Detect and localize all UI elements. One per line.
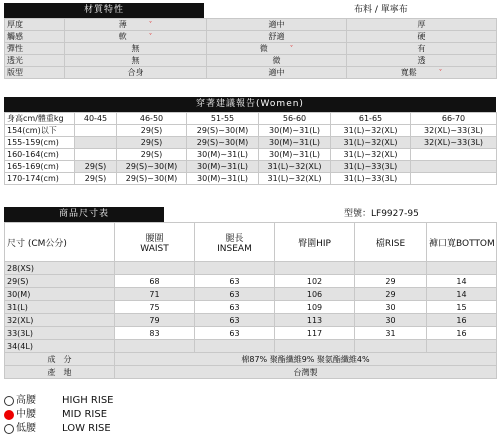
fit-cell: 30(M)~31(L): [259, 149, 331, 161]
fit-cell: 30(M)~31(L): [259, 125, 331, 137]
material-value-text: 透: [417, 56, 426, 65]
size-section: [4, 207, 496, 379]
size-header-text: 臀圍HIP: [298, 238, 331, 249]
radio-icon: [4, 396, 14, 406]
material-value: [347, 31, 497, 43]
size-value: 63: [195, 301, 275, 314]
size-header-cell: [427, 223, 497, 262]
material-label: 透光: [5, 55, 65, 67]
size-label: 33(3L): [5, 327, 115, 340]
material-value-text: 厚: [417, 20, 426, 29]
selected-marker-icon: ˇ: [438, 69, 443, 77]
size-value: 109: [275, 301, 355, 314]
material-label: 厚度: [5, 19, 65, 31]
fit-height: 154(cm)以下: [5, 125, 75, 137]
size-row: [5, 340, 497, 353]
fit-weight-header: 51-55: [187, 113, 259, 125]
material-row: [5, 31, 497, 43]
size-value: 68: [115, 275, 195, 288]
fit-cell: 31(L)~32(XL): [331, 125, 411, 137]
size-label: 31(L): [5, 301, 115, 314]
size-value: 16: [427, 327, 497, 340]
size-header-cell: [275, 223, 355, 262]
selected-marker-icon: ˇ: [148, 33, 153, 41]
fit-cell: 31(L)~33(3L): [331, 173, 411, 185]
fit-cell: 32(XL)~33(3L): [411, 137, 497, 149]
material-value-text: 寬鬆: [400, 68, 417, 77]
size-header: [4, 207, 496, 222]
material-value-text: 微: [272, 56, 281, 65]
model-number: 型號：LF9927-95: [344, 209, 419, 219]
fit-cell: [75, 125, 117, 137]
rise-en: LOW RISE: [62, 423, 111, 434]
size-value: 31: [355, 327, 427, 340]
size-value: 63: [195, 314, 275, 327]
fit-weight-header: 66-70: [411, 113, 497, 125]
fit-cell: 30(M)~31(L): [187, 149, 259, 161]
material-value: [207, 43, 347, 55]
size-header-text: 腰圍: [145, 233, 164, 244]
size-value: 117: [275, 327, 355, 340]
material-value: [207, 31, 347, 43]
fit-cell: 29(S)~30(M): [117, 161, 187, 173]
size-value: 106: [275, 288, 355, 301]
fit-cell: 29(S)~30(M): [117, 173, 187, 185]
material-value-text: 薄: [118, 20, 127, 29]
origin-value: 台灣製: [115, 366, 497, 379]
material-value: [65, 31, 207, 43]
material-label: 彈性: [5, 43, 65, 55]
fit-cell: 29(S): [75, 173, 117, 185]
material-value: [65, 67, 207, 79]
origin-row: [5, 366, 497, 379]
rise-zh: 低腰: [16, 423, 36, 434]
size-row: [5, 327, 497, 340]
fabric-title: 布料 / 單寧布: [354, 5, 408, 15]
material-value-text: 有: [417, 44, 426, 53]
material-value: [207, 67, 347, 79]
material-value: [347, 55, 497, 67]
composition-row: [5, 353, 497, 366]
size-label: 28(XS): [5, 262, 115, 275]
size-row: [5, 301, 497, 314]
fit-cell: [411, 161, 497, 173]
material-row: [5, 67, 497, 79]
fit-cell: 30(M)~31(L): [187, 161, 259, 173]
selected-marker-icon: ˇ: [148, 21, 153, 29]
radio-icon: [4, 424, 14, 434]
size-label: 34(4L): [5, 340, 115, 353]
material-value-text: 適中: [268, 68, 285, 77]
size-value: 75: [115, 301, 195, 314]
fit-cell: 29(S)~30(M): [187, 125, 259, 137]
size-header-cell: [5, 223, 115, 262]
size-header-cell: [355, 223, 427, 262]
material-value-text: 舒適: [268, 32, 285, 41]
material-value-text: 軟: [118, 32, 127, 41]
size-value: 14: [427, 275, 497, 288]
material-value: [65, 19, 207, 31]
selected-radio-icon: [4, 410, 14, 420]
fit-cell: 29(S): [117, 137, 187, 149]
fit-cell: 31(L)~32(XL): [259, 161, 331, 173]
fit-height: 155-159(cm): [5, 137, 75, 149]
fit-cell: 31(L)~33(3L): [331, 161, 411, 173]
fit-height: 160-164(cm): [5, 149, 75, 161]
material-value-text: 無: [131, 56, 140, 65]
size-value: 29: [355, 275, 427, 288]
material-row: [5, 43, 497, 55]
fit-head-row: [5, 113, 497, 125]
material-title: 材質特性: [4, 3, 204, 18]
size-header-text: INSEAM: [217, 243, 252, 254]
rise-legend-item: [4, 394, 113, 408]
fit-cell: [411, 173, 497, 185]
size-value: 30: [355, 314, 427, 327]
fit-cell: 31(L)~32(XL): [331, 137, 411, 149]
fit-height: 165-169(cm): [5, 161, 75, 173]
material-value-text: 適中: [268, 20, 285, 29]
size-value: 71: [115, 288, 195, 301]
size-value: 63: [195, 327, 275, 340]
fit-cell: 32(XL)~33(3L): [411, 125, 497, 137]
material-row: [5, 55, 497, 67]
fit-header: [4, 97, 496, 112]
fit-corner: 身高cm/體重kg: [5, 113, 75, 125]
material-label: 觸感: [5, 31, 65, 43]
fit-cell: [75, 137, 117, 149]
material-label: 版型: [5, 67, 65, 79]
size-row: [5, 262, 497, 275]
fit-cell: [75, 149, 117, 161]
rise-legend: [4, 394, 113, 436]
fit-row: [5, 137, 497, 149]
material-value: [207, 19, 347, 31]
size-header-cell: [195, 223, 275, 262]
material-value: [347, 19, 497, 31]
size-header-text: WAIST: [140, 243, 169, 254]
size-value: 63: [195, 288, 275, 301]
size-value: [427, 340, 497, 353]
size-label: 32(XL): [5, 314, 115, 327]
size-value: 16: [427, 314, 497, 327]
material-value: [65, 55, 207, 67]
composition-label: 成 分: [5, 353, 115, 366]
size-value: [355, 262, 427, 275]
size-value: [427, 262, 497, 275]
size-value: [275, 262, 355, 275]
material-value-text: 合身: [127, 68, 144, 77]
fit-row: [5, 125, 497, 137]
size-value: 15: [427, 301, 497, 314]
size-value: [195, 262, 275, 275]
material-value: [207, 55, 347, 67]
material-row: [5, 19, 497, 31]
size-value: 30: [355, 301, 427, 314]
fit-cell: 30(M)~31(L): [259, 137, 331, 149]
material-section: [4, 3, 496, 79]
size-value: [195, 340, 275, 353]
size-value: 113: [275, 314, 355, 327]
rise-zh: 中腰: [16, 409, 36, 420]
fit-weight-header: 56-60: [259, 113, 331, 125]
fit-weight-header: 46-50: [117, 113, 187, 125]
size-value: 63: [195, 275, 275, 288]
fit-cell: 31(L)~32(XL): [259, 173, 331, 185]
size-value: 83: [115, 327, 195, 340]
fit-cell: 30(M)~31(L): [187, 173, 259, 185]
size-row: [5, 288, 497, 301]
fit-cell: 29(S)~30(M): [187, 137, 259, 149]
fit-weight-header: 61-65: [331, 113, 411, 125]
composition-value: 棉87% 聚酯纖維9% 聚氨酯纖維4%: [115, 353, 497, 366]
size-value: 14: [427, 288, 497, 301]
size-title: 商品尺寸表: [4, 207, 164, 222]
size-value: [275, 340, 355, 353]
material-value-text: 無: [131, 44, 140, 53]
size-value: 29: [355, 288, 427, 301]
size-row: [5, 275, 497, 288]
fit-table: [4, 112, 497, 185]
size-header-text: 尺寸 (CM公分): [7, 238, 67, 249]
size-value: 79: [115, 314, 195, 327]
selected-marker-icon: ˇ: [289, 45, 294, 53]
fit-height: 170-174(cm): [5, 173, 75, 185]
size-header-text: 檔RISE: [375, 238, 406, 249]
size-head-row: [5, 223, 497, 262]
fit-cell: 29(S): [117, 125, 187, 137]
fit-title: 穿著建議報告(Women): [4, 97, 496, 112]
rise-en: MID RISE: [62, 409, 108, 420]
rise-legend-item: [4, 422, 113, 436]
material-value: [347, 43, 497, 55]
fit-cell: [411, 149, 497, 161]
material-table: [4, 18, 497, 79]
fit-row: [5, 161, 497, 173]
size-value: [115, 340, 195, 353]
size-value: [355, 340, 427, 353]
material-value-text: 硬: [417, 32, 426, 41]
material-header: [4, 3, 496, 18]
size-value: [115, 262, 195, 275]
fit-cell: 31(L)~32(XL): [331, 149, 411, 161]
origin-label: 產 地: [5, 366, 115, 379]
fit-cell: 29(S): [75, 161, 117, 173]
rise-en: HIGH RISE: [62, 395, 114, 406]
fit-row: [5, 173, 497, 185]
size-table: [4, 222, 497, 379]
material-value: [65, 43, 207, 55]
size-row: [5, 314, 497, 327]
material-value-text: 微: [259, 44, 268, 53]
size-header-cell: [115, 223, 195, 262]
size-value: 102: [275, 275, 355, 288]
size-label: 29(S): [5, 275, 115, 288]
fit-weight-header: 40-45: [75, 113, 117, 125]
fit-cell: 29(S): [117, 149, 187, 161]
size-header-text: 腿長: [225, 233, 244, 244]
fit-section: [4, 97, 496, 185]
size-label: 30(M): [5, 288, 115, 301]
material-value: [347, 67, 497, 79]
size-header-text: 褲口寬BOTTOM: [429, 238, 495, 249]
rise-legend-item: [4, 408, 113, 422]
fit-row: [5, 149, 497, 161]
rise-zh: 高腰: [16, 395, 36, 406]
